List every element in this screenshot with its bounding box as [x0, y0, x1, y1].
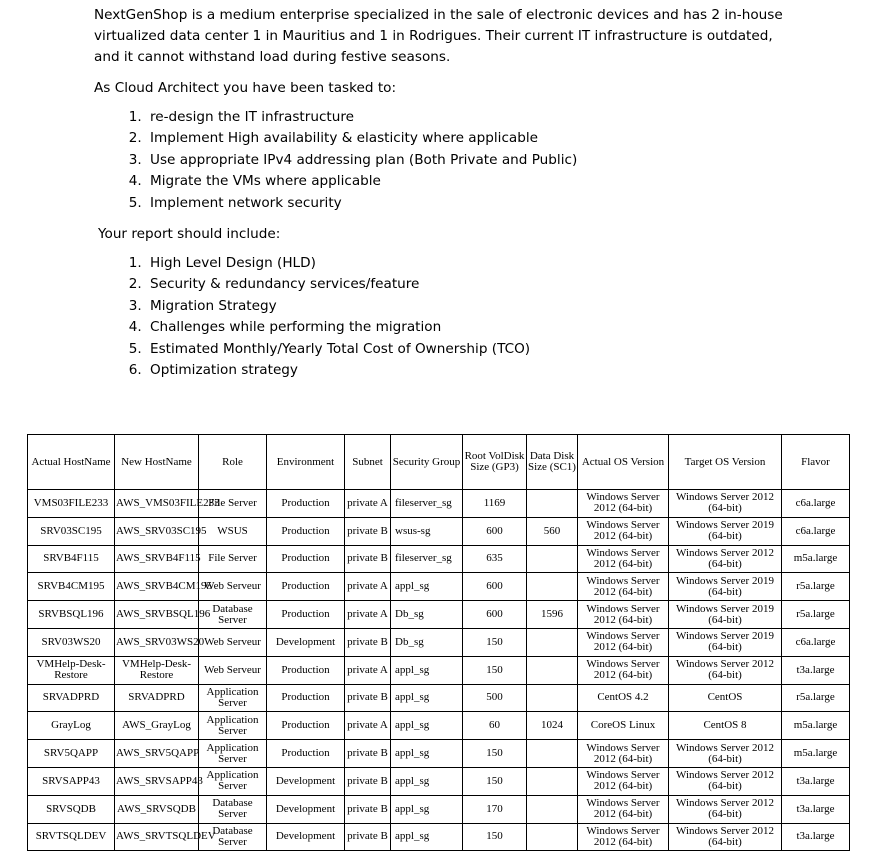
table-cell: Windows Server 2012 (64-bit) [578, 656, 669, 684]
report-item: 1. High Level Design (HLD) [146, 253, 794, 274]
table-cell: SRVADPRD [115, 684, 199, 712]
table-cell: 150 [463, 656, 527, 684]
table-cell: SRVTSQLDEV [28, 823, 115, 851]
table-cell: appl_sg [391, 740, 463, 768]
table-cell: Application Server [199, 712, 267, 740]
table-cell: m5a.large [782, 712, 850, 740]
table-cell: SRV03SC195 [28, 517, 115, 545]
table-cell: AWS_SRVBSQL196 [115, 601, 199, 629]
column-header: Actual OS Version [578, 435, 669, 490]
table-cell: SRVB4F115 [28, 545, 115, 573]
table-cell: 150 [463, 740, 527, 768]
column-header: Root VolDisk Size (GP3) [463, 435, 527, 490]
table-cell: Windows Server 2012 (64-bit) [578, 601, 669, 629]
table-cell [527, 684, 578, 712]
column-header: Actual HostName [28, 435, 115, 490]
table-cell: appl_sg [391, 684, 463, 712]
table-row [28, 795, 850, 823]
table-cell: AWS_SRVTSQLDEV [115, 823, 199, 851]
table-cell: Windows Server 2012 (64-bit) [578, 767, 669, 795]
table-cell [527, 573, 578, 601]
table-cell: 1169 [463, 490, 527, 518]
table-cell: SRVSAPP43 [28, 767, 115, 795]
table-cell: Database Server [199, 823, 267, 851]
table-cell: Development [267, 795, 345, 823]
table-cell: Windows Server 2012 (64-bit) [578, 823, 669, 851]
table-cell: VMHelp-Desk-Restore [115, 656, 199, 684]
report-item: 2. Security & redundancy services/feature [146, 274, 794, 295]
table-cell: t3a.large [782, 767, 850, 795]
table-body [28, 490, 850, 851]
table-cell: Windows Server 2012 (64-bit) [578, 628, 669, 656]
report-item: 6. Optimization strategy [146, 360, 794, 381]
table-cell: Application Server [199, 740, 267, 768]
table-cell: Production [267, 740, 345, 768]
column-header: Data Disk Size (SC1) [527, 435, 578, 490]
table-cell: VMS03FILE233 [28, 490, 115, 518]
table-cell: r5a.large [782, 684, 850, 712]
column-header: Target OS Version [669, 435, 782, 490]
task-list [94, 107, 794, 214]
table-cell: 60 [463, 712, 527, 740]
table-row [28, 684, 850, 712]
table-cell: 600 [463, 601, 527, 629]
table-cell: Windows Server 2012 (64-bit) [669, 823, 782, 851]
table-cell: Web Serveur [199, 573, 267, 601]
column-header: Subnet [345, 435, 391, 490]
table-cell: appl_sg [391, 767, 463, 795]
table-cell: m5a.large [782, 740, 850, 768]
table-cell: 170 [463, 795, 527, 823]
table-cell: SRVBSQL196 [28, 601, 115, 629]
table-cell: Windows Server 2019 (64-bit) [669, 517, 782, 545]
table-cell: private A [345, 712, 391, 740]
table-row [28, 545, 850, 573]
table-cell: private A [345, 656, 391, 684]
table-cell: private A [345, 573, 391, 601]
table-cell: Windows Server 2012 (64-bit) [578, 573, 669, 601]
table-cell: 635 [463, 545, 527, 573]
table-cell: Windows Server 2012 (64-bit) [578, 545, 669, 573]
table-cell: Web Serveur [199, 628, 267, 656]
table-cell: 150 [463, 767, 527, 795]
table-cell: Development [267, 628, 345, 656]
table-cell: Production [267, 545, 345, 573]
table-cell: r5a.large [782, 573, 850, 601]
table-cell: appl_sg [391, 656, 463, 684]
table-cell: Application Server [199, 684, 267, 712]
table-cell: AWS_VMS03FILE233 [115, 490, 199, 518]
table-cell: c6a.large [782, 490, 850, 518]
table-cell: 500 [463, 684, 527, 712]
intro-paragraph: NextGenShop is a medium enterprise specialized in the sale of electronic devices and has 2 in-house virtualized data center 1 in Mauritius and 1 in Rodrigues. Their current IT infrastructure is outdated, and it cannot withstand load during festive seasons. [94, 7, 783, 65]
table-cell: private B [345, 740, 391, 768]
table-cell: private B [345, 545, 391, 573]
table-cell: Application Server [199, 767, 267, 795]
table-cell: GrayLog [28, 712, 115, 740]
table-row [28, 767, 850, 795]
table-cell: Production [267, 490, 345, 518]
column-header: Flavor [782, 435, 850, 490]
table-cell: fileserver_sg [391, 490, 463, 518]
table-cell: private B [345, 684, 391, 712]
table-cell: WSUS [199, 517, 267, 545]
server-inventory-table [27, 434, 850, 851]
table-cell: 150 [463, 628, 527, 656]
table-cell: 600 [463, 573, 527, 601]
table-cell: Development [267, 767, 345, 795]
report-heading: Your report should include: [98, 226, 281, 243]
table-cell: private B [345, 767, 391, 795]
table-cell: File Server [199, 490, 267, 518]
table-cell: Windows Server 2012 (64-bit) [669, 795, 782, 823]
table-cell: Production [267, 601, 345, 629]
table-cell: Production [267, 573, 345, 601]
table-header-row [28, 435, 850, 490]
table-cell: AWS_SRVSQDB [115, 795, 199, 823]
table-cell: t3a.large [782, 795, 850, 823]
table-cell: SRVADPRD [28, 684, 115, 712]
table-cell: Production [267, 517, 345, 545]
table-cell: 1024 [527, 712, 578, 740]
report-item: 4. Challenges while performing the migration [146, 317, 794, 338]
task-item: 1. re-design the IT infrastructure [146, 107, 794, 128]
table-cell: AWS_SRVSAPP43 [115, 767, 199, 795]
table-cell: c6a.large [782, 628, 850, 656]
table-cell: t3a.large [782, 656, 850, 684]
table-cell: Production [267, 656, 345, 684]
table-cell: AWS_SRV5QAPP [115, 740, 199, 768]
table-cell: Windows Server 2012 (64-bit) [578, 490, 669, 518]
table-cell: SRV03WS20 [28, 628, 115, 656]
table-row [28, 573, 850, 601]
column-header: Security Group [391, 435, 463, 490]
column-header: Environment [267, 435, 345, 490]
table-cell: appl_sg [391, 795, 463, 823]
table-cell: private A [345, 601, 391, 629]
table-cell: CentOS 8 [669, 712, 782, 740]
table-cell: 150 [463, 823, 527, 851]
column-header: Role [199, 435, 267, 490]
report-item: 5. Estimated Monthly/Yearly Total Cost of Ownership (TCO) [146, 339, 794, 360]
table-cell: m5a.large [782, 545, 850, 573]
table-cell: CentOS [669, 684, 782, 712]
table-row [28, 740, 850, 768]
table-cell: appl_sg [391, 823, 463, 851]
table-cell: private B [345, 823, 391, 851]
table-cell: appl_sg [391, 573, 463, 601]
table-cell: private B [345, 517, 391, 545]
table-cell: Windows Server 2012 (64-bit) [669, 767, 782, 795]
table-cell: Db_sg [391, 628, 463, 656]
table-cell: c6a.large [782, 517, 850, 545]
table-cell: private B [345, 795, 391, 823]
table-cell [527, 490, 578, 518]
table-cell: SRVB4CM195 [28, 573, 115, 601]
table-cell: Windows Server 2012 (64-bit) [578, 795, 669, 823]
table-cell: Windows Server 2012 (64-bit) [669, 490, 782, 518]
table-cell: Windows Server 2012 (64-bit) [578, 517, 669, 545]
report-list [94, 253, 794, 381]
table-cell: AWS_SRV03SC195 [115, 517, 199, 545]
table-cell: SRVSQDB [28, 795, 115, 823]
table-cell: SRV5QAPP [28, 740, 115, 768]
table-cell: Production [267, 712, 345, 740]
table-cell: fileserver_sg [391, 545, 463, 573]
table-cell: Database Server [199, 601, 267, 629]
table-cell [527, 545, 578, 573]
table-cell: AWS_SRVB4CM195 [115, 573, 199, 601]
table-cell: AWS_SRVB4F115 [115, 545, 199, 573]
table-cell: AWS_SRV03WS20 [115, 628, 199, 656]
table-cell: Production [267, 684, 345, 712]
table-cell: File Server [199, 545, 267, 573]
table-cell [527, 628, 578, 656]
table-cell: appl_sg [391, 712, 463, 740]
table-cell [527, 740, 578, 768]
report-item: 3. Migration Strategy [146, 296, 794, 317]
task-item: 4. Migrate the VMs where applicable [146, 171, 794, 192]
task-item: 5. Implement network security [146, 193, 794, 214]
document-body [94, 5, 794, 381]
table-cell: r5a.large [782, 601, 850, 629]
table-cell: 560 [527, 517, 578, 545]
task-item: 2. Implement High availability & elasticity where applicable [146, 128, 794, 149]
column-header: New HostName [115, 435, 199, 490]
table-cell: t3a.large [782, 823, 850, 851]
table-cell: VMHelp-Desk-Restore [28, 656, 115, 684]
table-cell: Database Server [199, 795, 267, 823]
table-cell: private A [345, 490, 391, 518]
table-cell: Windows Server 2019 (64-bit) [669, 628, 782, 656]
table-row [28, 628, 850, 656]
table-cell: Windows Server 2012 (64-bit) [669, 545, 782, 573]
table-cell: Windows Server 2012 (64-bit) [669, 740, 782, 768]
task-heading: As Cloud Architect you have been tasked to: [94, 80, 397, 96]
table-cell: private B [345, 628, 391, 656]
table-cell [527, 656, 578, 684]
table-cell: Web Serveur [199, 656, 267, 684]
table-cell: Development [267, 823, 345, 851]
table-row [28, 517, 850, 545]
table-row [28, 601, 850, 629]
table-cell [527, 823, 578, 851]
task-item: 3. Use appropriate IPv4 addressing plan (Both Private and Public) [146, 150, 794, 171]
table-cell: Db_sg [391, 601, 463, 629]
table-row [28, 712, 850, 740]
table-cell: 1596 [527, 601, 578, 629]
table-cell: CentOS 4.2 [578, 684, 669, 712]
table-row [28, 490, 850, 518]
table-cell: wsus-sg [391, 517, 463, 545]
table-cell [527, 795, 578, 823]
table-cell: Windows Server 2019 (64-bit) [669, 573, 782, 601]
table-cell: Windows Server 2012 (64-bit) [669, 656, 782, 684]
table-row [28, 656, 850, 684]
table-cell: Windows Server 2019 (64-bit) [669, 601, 782, 629]
table-cell: AWS_GrayLog [115, 712, 199, 740]
table-cell: Windows Server 2012 (64-bit) [578, 740, 669, 768]
table-row [28, 823, 850, 851]
table-cell [527, 767, 578, 795]
table-cell: 600 [463, 517, 527, 545]
table-cell: CoreOS Linux [578, 712, 669, 740]
